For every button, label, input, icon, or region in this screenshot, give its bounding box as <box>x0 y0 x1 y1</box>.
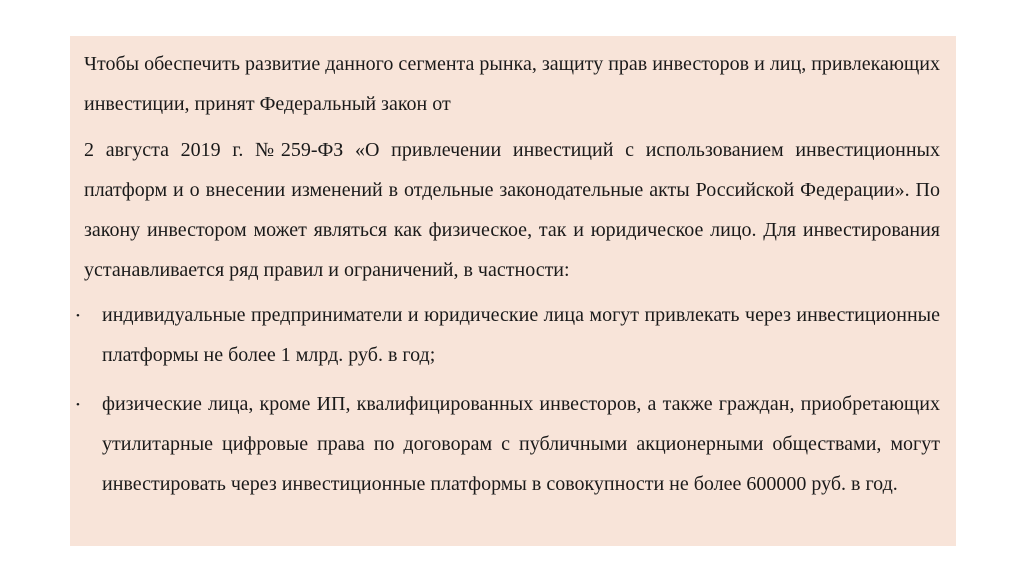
bullet-item-individuals: физические лица, кроме ИП, квалифицированных инвесторов, а также граждан, приобретающих утилитарные цифровые права по договорам с публичными акционерными обществами, могут инвестировать через инвестиционные платформы в совокупности не более 600000 руб. в год. <box>102 393 940 495</box>
intro-paragraph: Чтобы обеспечить развитие данного сегмента рынка, защиту прав инвесторов и лиц, привлекающих инвестиции, принят Федеральный закон от <box>84 53 940 115</box>
bullet-item-entrepreneurs: индивидуальные предприниматели и юридические лица могут привлекать через инвестиционные платформы не более 1 млрд. руб. в год; <box>102 304 940 366</box>
bullet-icon: • <box>76 310 80 322</box>
bullet-icon: • <box>76 399 80 411</box>
law-paragraph: 2 августа 2019 г. №259-ФЗ «О привлечении инвестиций с использованием инвестиционных платформ и о внесении изменений в отдельные законодательные акты Российской Федерации». По закону инвестором может являться как физическое, так и юридическое лицо. Для инвестирования устанавливается ряд правил и ограничений, в частности: <box>84 139 940 281</box>
